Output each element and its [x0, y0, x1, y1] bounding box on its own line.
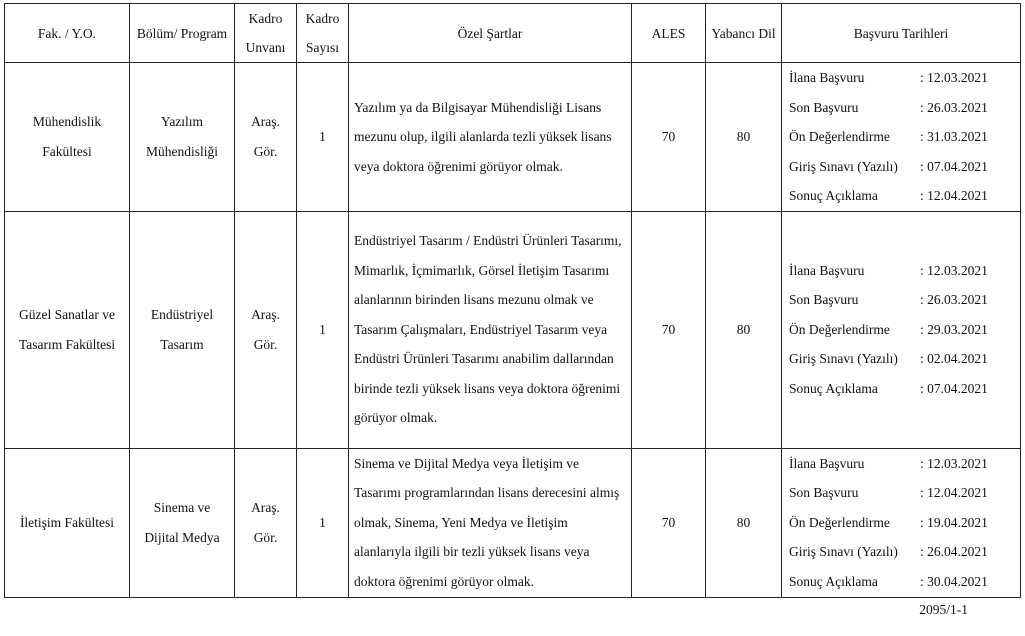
date-label: Giriş Sınavı (Yazılı) — [789, 158, 898, 174]
date-label: Sonuç Açıklama — [789, 188, 878, 203]
table-row — [5, 211, 1021, 448]
date-value: : 12.03.2021 — [920, 70, 988, 85]
position-cell: Araş. Gör. — [235, 448, 297, 597]
ales-cell: 70 — [632, 211, 706, 448]
date-label: Son Başvuru — [789, 292, 859, 308]
date-value: : 26.04.2021 — [920, 544, 988, 560]
date-value: : 26.03.2021 — [920, 292, 988, 308]
language-cell: 80 — [706, 63, 782, 212]
date-line — [789, 63, 1020, 93]
count-cell: 1 — [297, 63, 349, 212]
count-cell: 1 — [297, 211, 349, 448]
date-value: : 12.03.2021 — [920, 262, 988, 278]
count-cell: 1 — [297, 448, 349, 597]
table-row — [5, 63, 1021, 212]
date-value: : 30.04.2021 — [920, 573, 988, 589]
header-ales: ALES — [632, 4, 706, 63]
date-line — [789, 122, 1020, 152]
date-line — [789, 93, 1020, 123]
date-value: : 12.04.2021 — [920, 485, 988, 501]
faculty-cell: Güzel Sanatlar ve Tasarım Fakültesi — [5, 211, 130, 448]
header-row — [5, 4, 1021, 63]
date-label: Ön Değerlendirme — [789, 321, 890, 337]
department-cell: Yazılım Mühendisliği — [130, 63, 235, 212]
date-line — [789, 181, 1020, 211]
position-cell: Araş. Gör. — [235, 211, 297, 448]
date-line — [789, 256, 1020, 286]
position-cell: Araş. Gör. — [235, 63, 297, 212]
date-line — [789, 374, 1020, 404]
date-line — [789, 478, 1020, 508]
date-label: Sonuç Açıklama — [789, 380, 878, 396]
date-line — [789, 315, 1020, 345]
date-label: Ön Değerlendirme — [789, 129, 890, 144]
department-cell: Sinema ve Dijital Medya — [130, 448, 235, 597]
requirements-cell: Yazılım ya da Bilgisayar Mühendisliği Lisans mezunu olup, ilgili alanlarda tezli yüksek lisans veya doktora öğrenimi görüyor olmak. — [349, 63, 632, 212]
date-label: Sonuç Açıklama — [789, 573, 878, 589]
date-label: Son Başvuru — [789, 99, 859, 115]
date-label: İlana Başvuru — [789, 70, 865, 85]
date-label: Son Başvuru — [789, 485, 859, 501]
date-line — [789, 344, 1020, 374]
date-line — [789, 285, 1020, 315]
date-value: : 26.03.2021 — [920, 99, 988, 115]
header-dates: Başvuru Tarihleri — [782, 4, 1021, 63]
dates-cell — [782, 63, 1021, 212]
ales-cell: 70 — [632, 448, 706, 597]
date-label: İlana Başvuru — [789, 455, 865, 471]
table-row — [5, 448, 1021, 597]
faculty-cell: İletişim Fakültesi — [5, 448, 130, 597]
header-department: Bölüm/ Program — [130, 4, 235, 63]
date-line — [789, 537, 1020, 567]
language-cell: 80 — [706, 448, 782, 597]
document-number: 2095/1-1 — [919, 602, 968, 617]
date-value: : 12.03.2021 — [920, 455, 988, 471]
ales-cell: 70 — [632, 63, 706, 212]
date-line — [789, 449, 1020, 479]
date-label: Giriş Sınavı (Yazılı) — [789, 544, 898, 560]
department-cell: Endüstriyel Tasarım — [130, 211, 235, 448]
header-position: Kadro Unvanı — [235, 4, 297, 63]
date-line — [789, 508, 1020, 538]
faculty-cell: Mühendislik Fakültesi — [5, 63, 130, 212]
date-value: : 02.04.2021 — [920, 351, 988, 367]
date-label: Ön Değerlendirme — [789, 514, 890, 530]
date-value: : 31.03.2021 — [920, 129, 988, 144]
header-faculty: Fak. / Y.O. — [5, 4, 130, 63]
date-label: İlana Başvuru — [789, 262, 865, 278]
date-line — [789, 567, 1020, 597]
date-value: : 19.04.2021 — [920, 514, 988, 530]
date-label: Giriş Sınavı (Yazılı) — [789, 351, 898, 367]
date-line — [789, 152, 1020, 182]
header-language: Yabancı Dil — [706, 4, 782, 63]
requirements-cell: Sinema ve Dijital Medya veya İletişim ve Tasarımı programlarından lisans derecesini almış olmak, Sinema, Yeni Medya ve İletişim alanlarıyla ilgili bir tezli yüksek lisans veya doktora öğrenimi görüyor olmak. — [349, 448, 632, 597]
requirements-cell: Endüstriyel Tasarım / Endüstri Ürünleri Tasarımı, Mimarlık, İçmimarlık, Görsel İletişim Tasarımı alanlarının birinden lisans mezunu olmak ve Tasarım Çalışmaları, Endüstriyel Tasarım veya Endüstri Ürünleri Tasarımı anabilim dallarından birinde tezli yüksek lisans veya doktora öğrenimi görüyor olmak. — [349, 211, 632, 448]
dates-cell — [782, 211, 1021, 448]
date-value: : 07.04.2021 — [920, 380, 988, 396]
dates-cell — [782, 448, 1021, 597]
language-cell: 80 — [706, 211, 782, 448]
date-value: : 07.04.2021 — [920, 158, 988, 174]
date-value: : 29.03.2021 — [920, 321, 988, 337]
date-value: : 12.04.2021 — [920, 188, 988, 203]
header-count: Kadro Sayısı — [297, 4, 349, 63]
announcement-table — [4, 3, 1021, 598]
header-requirements: Özel Şartlar — [349, 4, 632, 63]
